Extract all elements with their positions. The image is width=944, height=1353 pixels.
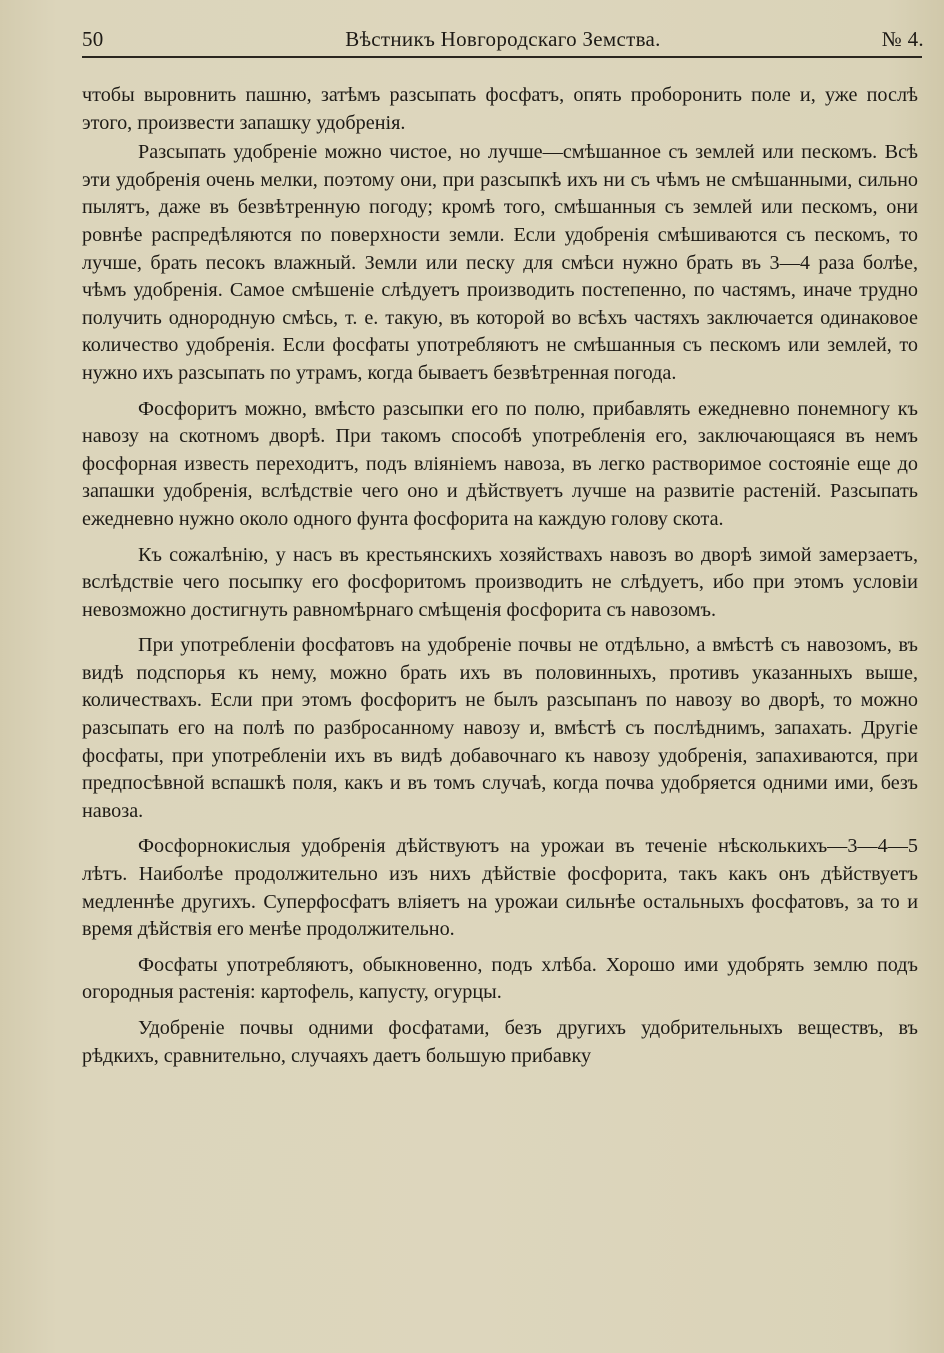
journal-title: Вѣстникъ Новгородскаго Земства. [345,27,661,51]
paragraph: При употребленіи фосфатовъ на удобреніе почвы не отдѣльно, а вмѣстѣ съ навозомъ, въ видѣ подспорья къ нему, можно брать ихъ въ половинныхъ, противъ указанныхъ выше, количествахъ. Если при этомъ фосфоритъ не былъ разсыпанъ по навозу во дворѣ, то можно разсыпать его на полѣ по разбросанному навозу и, вмѣстѣ съ послѣднимъ, запахать. Другіе фосфаты, при употребленіи ихъ въ видѣ добавочнаго къ навозу удобренія, запахиваются, при предпосѣвной вспашкѣ поля, какъ и въ томъ случаѣ, когда почва удобряется одними ими, безъ навоза. [82,634,918,822]
issue-number: № 4. [881,27,924,51]
running-header [82,22,924,56]
paragraph: Разсыпать удобреніе можно чистое, но лучше—смѣшанное съ землей или пескомъ. Всѣ эти удобренія очень мелки, поэтому они, при разсыпкѣ ихъ ни съ чѣмъ не смѣшанными, сильно пылятъ, даже въ безвѣтренную погоду; кромѣ того, смѣшанныя съ землей или пескомъ, они ровнѣе распредѣляются по поверхности земли. Если удобренія смѣшиваются съ пескомъ, то лучше, брать песокъ влажный. Земли или песку для смѣси нужно брать въ 3—4 раза болѣе, чѣмъ удобренія. Самое смѣшеніе слѣдуетъ производить постепенно, по частямъ, иначе трудно получить однородную смѣсь, т. е. такую, въ которой во всѣхъ частяхъ заключается одинаковое количество удобренія. Если фосфаты употребляютъ не смѣшанныя съ пескомъ или землей, то нужно ихъ разсыпать по утрамъ, когда бываетъ безвѣтренная погода. [82,141,918,384]
paragraph: Фосфаты употребляютъ, обыкновенно, подъ хлѣба. Хорошо ими удобрять землю подъ огородныя растенія: картофель, капусту, огурцы. [82,953,918,1004]
body-text [82,82,918,1070]
paragraph: чтобы выровнить пашню, затѣмъ разсыпать фосфатъ, опять проборонить поле и, уже послѣ этого, произвести запашку удобренія. [82,84,918,134]
paragraph: Удобреніе почвы одними фосфатами, безъ другихъ удобрительныхъ веществъ, въ рѣдкихъ, сравнительно, случаяхъ даетъ большую прибавку [82,1017,918,1067]
paragraph: Фосфорнокислыя удобренія дѣйствуютъ на урожаи въ теченіе нѣсколькихъ—3—4—5 лѣтъ. Наиболѣе продолжительно изъ нихъ дѣйствіе фосфорита, такъ какъ онъ дѣйствуетъ медленнѣе другихъ. Суперфосфатъ вліяетъ на урожаи сильнѣе остальныхъ фосфатовъ, за то и время дѣйствія его менѣе продолжительно. [82,835,918,941]
page-number: 50 [82,27,104,51]
header-rule [82,56,922,58]
paragraph: Къ сожалѣнію, у насъ въ крестьянскихъ хозяйствахъ навозъ во дворѣ зимой замерзаетъ, вслѣдствіе чего посыпку его фосфоритомъ производить не слѣдуетъ, ибо при этомъ условіи невозможно достигнуть равномѣрнаго смѣщенія фосфорита съ навозомъ. [82,543,918,621]
paragraph: Фосфоритъ можно, вмѣсто разсыпки его по полю, прибавлять ежедневно понемногу къ навозу на скотномъ дворѣ. При такомъ способѣ употребленія его, заключающаяся въ немъ фосфорная известь переходитъ, подъ вліяніемъ навоза, въ легко растворимое состояніе еще до запашки удобренія, вслѣдствіе чего оно и дѣйствуетъ лучше на развитіе растеній. Разсыпать ежедневно нужно около одного фунта фосфорита на каждую голову скота. [82,397,918,530]
